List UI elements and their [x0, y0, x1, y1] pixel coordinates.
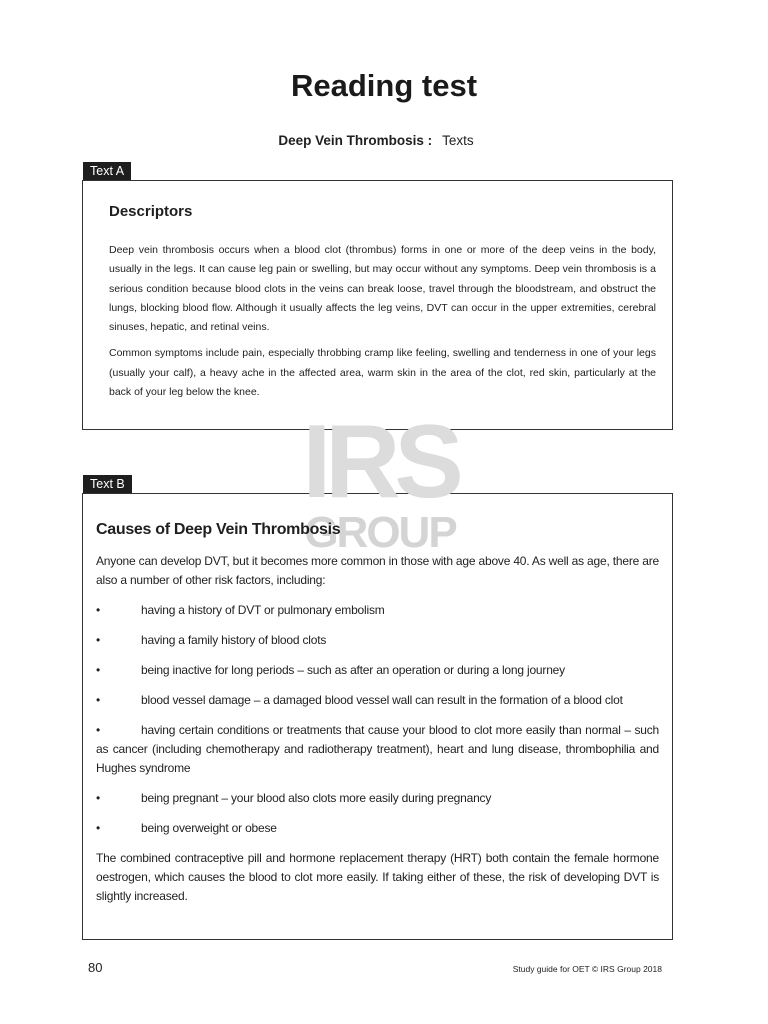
list-item-text: having a family history of blood clots	[141, 633, 327, 647]
bullet-symbol: •	[96, 633, 101, 647]
text-a-paragraph: Common symptoms include pain, especially throbbing cramp like feeling, swelling and tenderness in one of your legs (usually your calf), a heavy ache in the affected area, warm skin in the area of the clot, red skin, particularly at the back of your leg below the knee.	[109, 347, 656, 399]
bullet-symbol: •	[96, 791, 101, 805]
bullet-symbol: •	[96, 603, 101, 617]
text-a-paragraph: Deep vein thrombosis occurs when a blood clot (thrombus) forms in one or more of the deep veins in the body, usually in the legs. It can cause leg pain or swelling, but may occur without any symptoms. Deep vein thrombosis is a serious condition because blood clots in the veins can break loose, travel through the bloodstream, and obstruct the lungs, blocking blood flow. Although it usually affects the leg veins, DVT can occur in the upper extremities, cerebral sinuses, hepatic, and retinal veins.	[109, 244, 656, 334]
page-title: Reading test	[290, 68, 478, 103]
watermark-letters-top: IRS	[302, 405, 458, 520]
list-item	[96, 631, 659, 650]
list-item-text: blood vessel damage – a damaged blood vessel wall can result in the formation of a blood clot	[141, 693, 623, 707]
list-item-text: having a history of DVT or pulmonary embolism	[141, 603, 385, 617]
bullet-symbol: •	[96, 693, 101, 707]
text-a-tab: Text A	[83, 162, 131, 180]
text-a-body	[109, 241, 656, 409]
page-number: 80	[88, 960, 103, 975]
subtitle-label: Texts	[442, 133, 474, 148]
text-b-tab: Text B	[83, 475, 132, 493]
text-b-intro: Anyone can develop DVT, but it becomes more common in those with age above 40. As well as age, there are also a number of other risk factors, including:	[96, 554, 659, 587]
text-b-heading: Causes of Deep Vein Thrombosis	[96, 521, 341, 538]
list-item-text: being inactive for long periods – such as after an operation or during a long journey	[141, 663, 565, 677]
text-a-heading: Descriptors	[109, 203, 193, 220]
bullet-symbol: •	[96, 821, 101, 835]
list-item-text: being overweight or obese	[141, 821, 277, 835]
text-b-body	[96, 552, 659, 906]
text-b-box	[82, 493, 673, 940]
list-item	[96, 789, 659, 808]
text-a-box	[82, 180, 673, 430]
list-item	[96, 819, 659, 838]
list-item	[96, 721, 659, 778]
bullet-symbol: •	[96, 723, 101, 737]
list-item-text: having certain conditions or treatments that cause your blood to clot more easily than normal – such as cancer (including chemotherapy and radiotherapy treatment), heart and lung disease, thrombophilia and Hughes syndrome	[96, 723, 659, 775]
list-item	[96, 661, 659, 680]
list-item-text: being pregnant – your blood also clots more easily during pregnancy	[141, 791, 492, 805]
watermark-letters-bottom: GROUP	[304, 508, 456, 550]
page-subtitle	[0, 133, 752, 148]
bullet-symbol: •	[96, 663, 101, 677]
subtitle-topic: Deep Vein Thrombosis :	[278, 133, 433, 148]
footer-credit: Study guide for OET © IRS Group 2018	[512, 964, 662, 974]
text-b-outro: The combined contraceptive pill and hormone replacement therapy (HRT) both contain the female hormone oestrogen, which causes the blood to clot more easily. If taking either of these, the risk of developing DVT is slightly increased.	[96, 851, 659, 903]
list-item	[96, 691, 659, 710]
list-item	[96, 601, 659, 620]
